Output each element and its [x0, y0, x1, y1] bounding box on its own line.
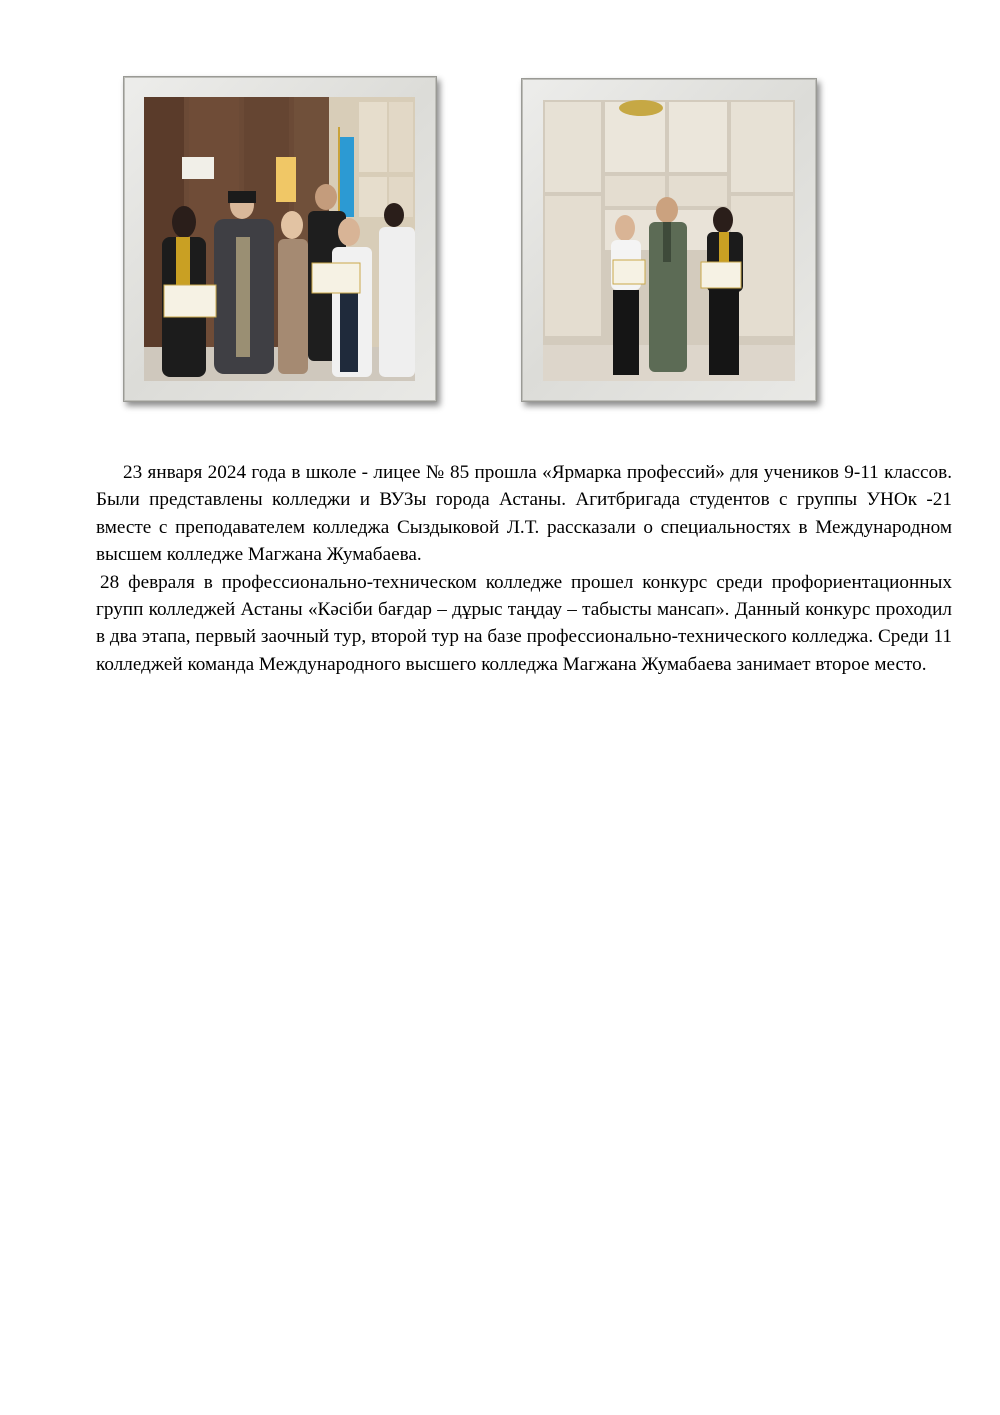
photo-frame-left	[123, 76, 437, 402]
paragraph-competition: 28 февраля в профессионально-техническом колледже прошел конкурс среди профориентационных групп колледжей Астаны «Кәсіби бағдар – дұрыс таңдау – табысты мансап». Данный конкурс проходил в два этапа, первый заочный тур, второй тур на базе профессионально-технического колледжа. Среди 11 колледжей команда Международного высшего колледжа Магжана Жумабаева занимает второе место.	[96, 571, 952, 675]
article-text	[96, 459, 952, 678]
photo-group-students-certificates-icon	[144, 97, 415, 381]
paragraph-job-fair: 23 января 2024 года в школе - лицее № 85 прошла «Ярмарка профессий» для учеников 9-11 классов. Были представлены колледжи и ВУЗы города Астаны. Агитбригада студентов с группы УНОк -21 вместе с преподавателем колледжа Сыздыковой Л.Т. рассказали о специальностях в Международном высшем колледже Магжана Жумабаева.	[96, 462, 952, 566]
photo-frame-right	[521, 78, 817, 402]
photo-officer-with-two-students-icon	[543, 100, 795, 381]
